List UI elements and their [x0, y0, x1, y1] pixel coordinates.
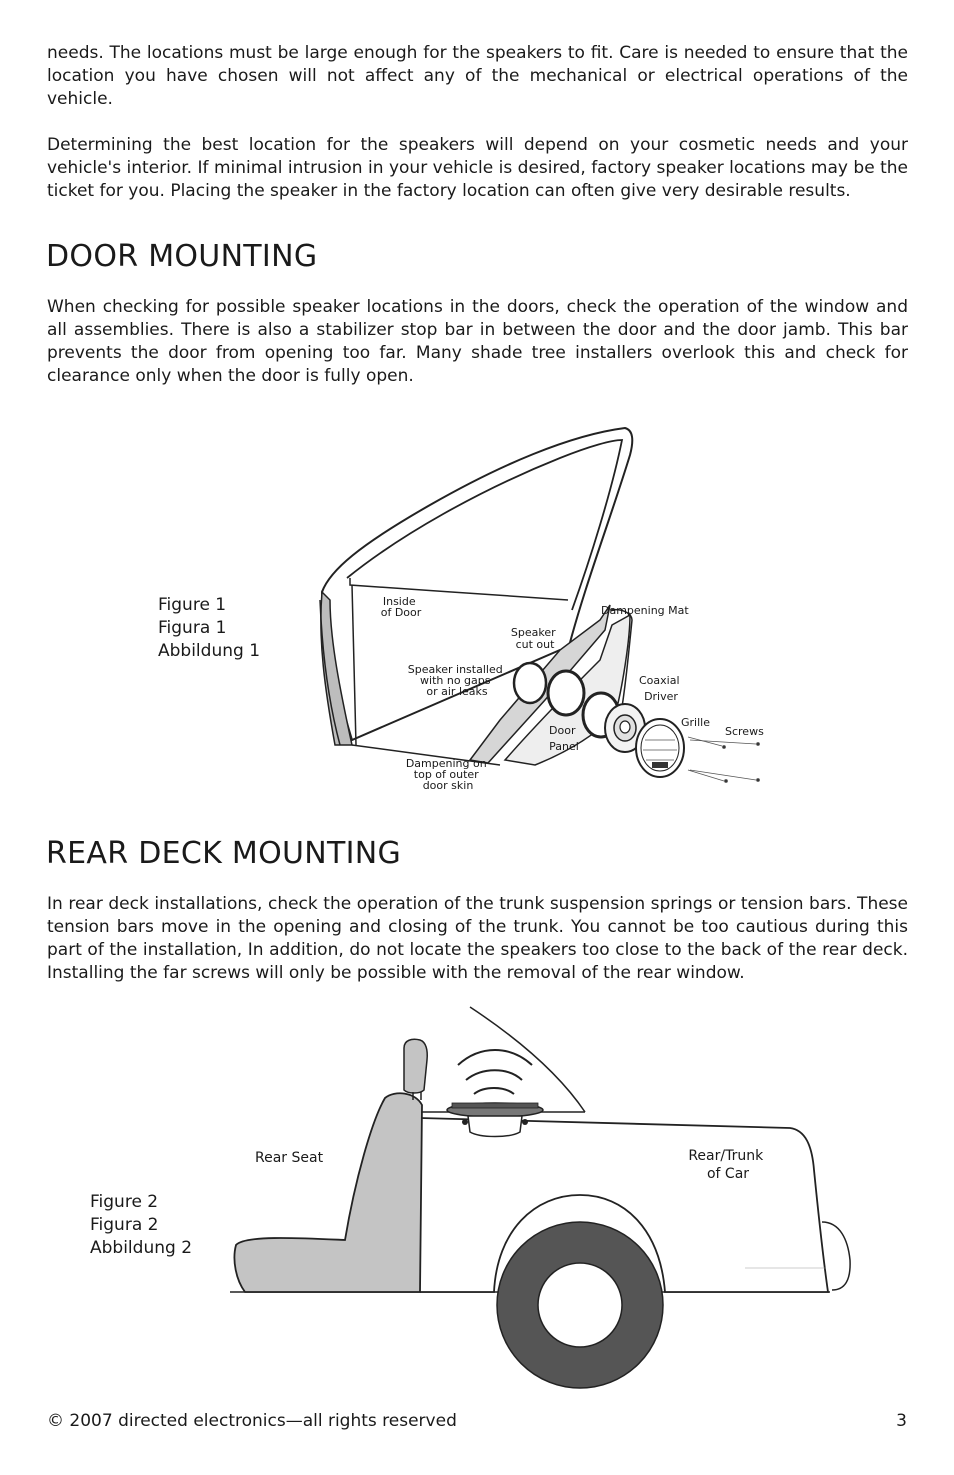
label-coaxial-driver: Coaxial Driver — [638, 674, 680, 703]
label-speaker-installed: Speaker installed with no gaps or air leaks — [407, 663, 503, 698]
rear-deck-mounting-paragraph: In rear deck installations, check the operation of the trunk suspension springs or tension bars. These tension bars move in the opening and closing of the trunk. You cannot be too cautious during this part of the installation, In addition, do not locate the speakers too close to the back of the rear deck. Installing the far screws will only be possible with the removal of the rear window. — [47, 894, 908, 983]
figure1-caption-en: Figure 1 — [158, 595, 227, 615]
label-dampening-mat: Dampening Mat — [601, 604, 689, 617]
label-door-panel: Door Panel — [549, 724, 579, 753]
rear-deck-mounting-heading: REAR DECK MOUNTING — [46, 836, 402, 871]
door-mounting-heading: DOOR MOUNTING — [46, 239, 318, 274]
label-inside-door: Inside of Door — [380, 595, 422, 619]
figure2-caption-es: Figura 2 — [90, 1215, 159, 1235]
label-dampening-outer-skin: Dampening on top of outer door skin — [405, 757, 487, 792]
screws-illustration — [688, 737, 760, 783]
label-grille: Grille — [681, 716, 710, 729]
intro-paragraph-2: Determining the best location for the speakers will depend on your cosmetic needs and your vehicle's interior. If minimal intrusion in your vehicle is desired, factory speaker locations may be the ticket for you. Placing the speaker in the factory location can often give very desirable results. — [47, 135, 908, 201]
label-rear-trunk: Rear/Trunk of Car — [688, 1148, 764, 1182]
figure1-caption-es: Figura 1 — [158, 618, 227, 638]
figure2-caption — [90, 1191, 192, 1260]
label-speaker-cutout: Speaker cut out — [510, 626, 556, 651]
label-screws: Screws — [725, 725, 764, 738]
figure2-rear-deck-diagram — [230, 1007, 850, 1388]
page-number: 3 — [896, 1411, 907, 1431]
figure1-caption-de: Abbildung 1 — [158, 641, 261, 661]
label-rear-seat: Rear Seat — [255, 1150, 324, 1166]
figure2-caption-de: Abbildung 2 — [90, 1238, 193, 1258]
footer-copyright: © 2007 directed electronics—all rights reserved — [47, 1411, 457, 1431]
intro-paragraph-1: needs. The locations must be large enough for the speakers to fit. Care is needed to ensure that the location you have chosen will not affect any of the mechanical or electrical operations of the vehicle. — [47, 43, 908, 109]
figure2-caption-en: Figure 2 — [90, 1192, 159, 1212]
door-mounting-paragraph: When checking for possible speaker locations in the doors, check the operation of the window and all assemblies. There is also a stabilizer stop bar in between the door and the door jamb. This bar prevents the door from opening too far. Many shade tree installers overlook this and check for clearance only when the door is fully open. — [47, 297, 908, 386]
